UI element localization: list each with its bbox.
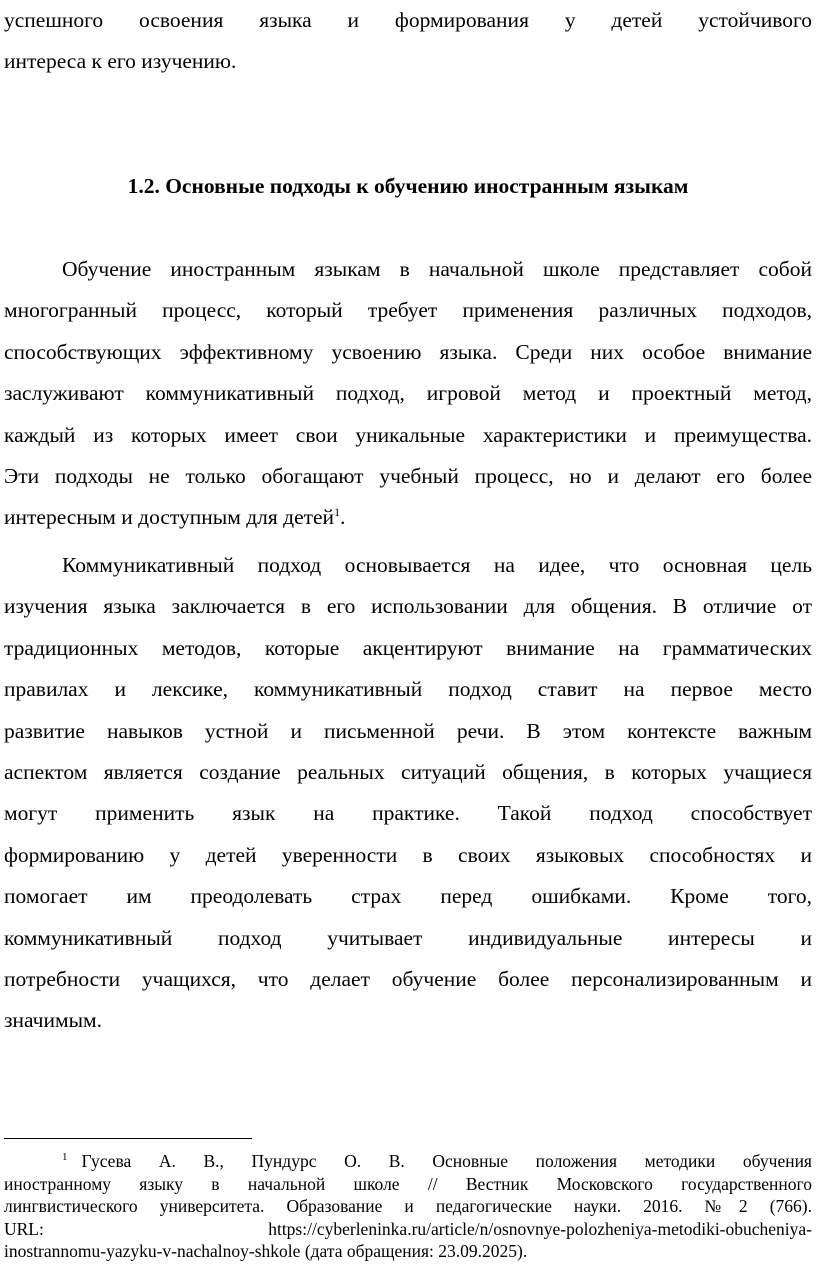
text-line: аспектом является создание реальных ситуаций общения, в которых учащиеся (4, 759, 812, 784)
intro-paragraph (4, 0, 812, 83)
text-line-with-footnote (4, 497, 812, 538)
text-line-text: интересным и доступным для детей (4, 505, 335, 530)
footnote-separator (4, 1138, 252, 1139)
text-line: потребности учащихся, что делает обучение более персонализированным и (4, 966, 812, 991)
text-line: значимым. (4, 1008, 103, 1033)
footnote (4, 1150, 812, 1263)
text-line: каждый из которых имеет свои уникальные характеристики и преимущества. (4, 422, 812, 447)
paragraph-communicative-approach (4, 545, 812, 1042)
text-line: формированию у детей уверенности в своих языковых способностях и (4, 842, 812, 867)
text-line: Эти подходы не только обогащают учебный процесс, но и делают его более (4, 463, 812, 488)
section-heading: 1.2. Основные подходы к обучению иностранным языкам (127, 174, 689, 198)
text-line: Коммуникативный подход основывается на идее, что основная цель (62, 553, 812, 577)
text-line: многогранный процесс, который требует применения различных подходов, (4, 298, 812, 323)
text-line: заслуживают коммуникативный подход, игровой метод и проектный метод, (4, 381, 812, 406)
text-line: развитие навыков устной и письменной речи. В этом контексте важным (4, 718, 812, 743)
footnote-line (4, 1150, 812, 1173)
footnote-line: лингвистического университета. Образование и педагогические науки. 2016. №2 (766). (4, 1196, 812, 1217)
footnote-line: inostrannomu-yazyku-v-nachalnoy-shkole (дата обращения: 23.09.2025). (4, 1241, 528, 1262)
footnote-number: 1 (62, 1151, 68, 1164)
text-line: коммуникативный подход учитывает индивидуальные интересы и (4, 925, 812, 950)
text-line: успешного освоения языка и формирования у детей устойчивого (4, 8, 812, 32)
footnote-reference[interactable]: 1 (334, 505, 341, 520)
footnote-line: иностранному языку в начальной школе // Вестник Московского государственного (4, 1173, 812, 1194)
text-line: способствующих эффективному усвоению языка. Среди них особое внимание (4, 339, 812, 364)
footnote-text: Гусева А. В., Пундурс О. В. Основные положения методики обучения (81, 1151, 812, 1171)
text-line: интереса к его изучению. (4, 49, 237, 74)
text-line: правилах и лексике, коммуникативный подход ставит на первое место (4, 677, 812, 702)
sentence-end: . (340, 505, 346, 530)
text-line: изучения языка заключается в его использовании для общения. В отличие от (4, 594, 812, 619)
paragraph-approaches (4, 249, 812, 539)
text-line: традиционных методов, которые акцентируют внимание на грамматических (4, 635, 812, 660)
text-line: Обучение иностранным языкам в начальной школе представляет собой (62, 257, 812, 281)
text-line: могут применить язык на практике. Такой подход способствует (4, 801, 812, 826)
footnote-url-line[interactable]: URL: https://cyberleninka.ru/article/n/osnovnye-polozheniya-metodiki-obucheniya- (4, 1218, 812, 1239)
text-line: помогает им преодолевать страх перед ошибками. Кроме того, (4, 884, 812, 909)
